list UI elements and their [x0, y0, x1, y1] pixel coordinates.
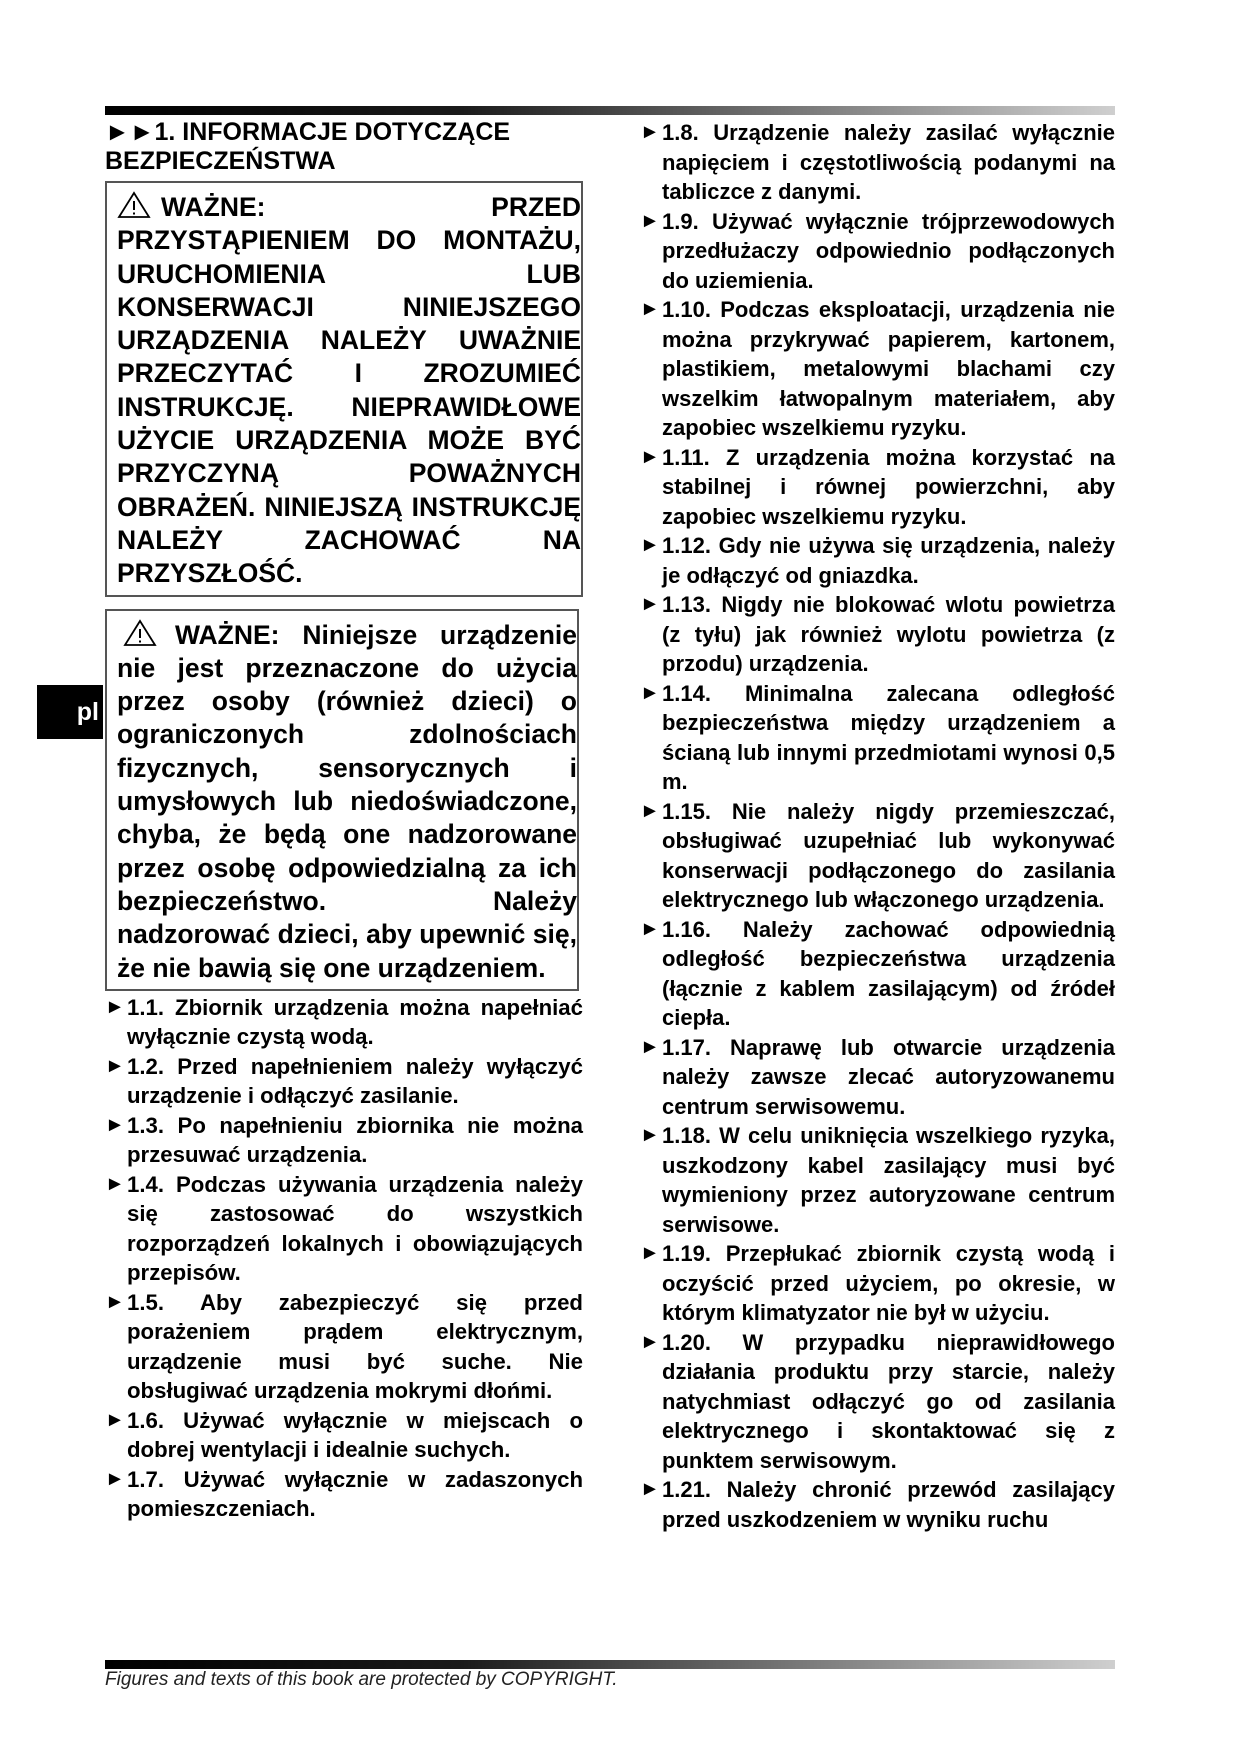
arrow-bullet-icon: ►	[640, 445, 660, 468]
left-column	[105, 118, 583, 1524]
safety-item: ► 1.9. Używać wyłącznie trójprzewodowych przedłużaczy odpowiednio podłączonych do uziemienia.	[640, 208, 1115, 293]
safety-item: ► 1.14. Minimalna zalecana odległość bezpieczeństwa między urządzeniem a ścianą lub innymi przedmiotami wynosi 0,5 m.	[640, 680, 1115, 794]
safety-item: ► 1.13. Nigdy nie blokować wlotu powietrza (z tyłu) jak również wylotu powietrza (z przodu) urządzenia.	[640, 592, 1115, 676]
arrow-bullet-icon: ►	[640, 593, 660, 615]
safety-item: ► 1.21. Należy chronić przewód zasilający przed uszkodzeniem w wyniku ruchu	[640, 1477, 1115, 1532]
safety-item: ► 1.19. Przepłukać zbiornik czystą wodą i oczyścić przed użyciem, po okresie, w którym klimatyzator nie był w użyciu.	[640, 1241, 1115, 1325]
warning-box-installation	[105, 181, 583, 597]
warning2-text: nie jest przeznaczone do użycia przez osoby (również dzieci) o ograniczonych zdolnościach fizycznych, sensorycznych i umysłowych lub niedoświadczone, chyba, że będą one nadzorowane przez osobę odpowiedzialną za ich bezpieczeństwo. Należy nadzorować dzieci, aby upewnić się, że nie bawią się one urządzeniem.	[117, 652, 577, 983]
arrow-bullet-icon: ►	[105, 1408, 125, 1431]
safety-item: ► 1.17. Naprawę lub otwarcie urządzenia należy zawsze zlecać autoryzowanemu centrum serwisowemu.	[640, 1034, 1115, 1119]
arrow-bullet-icon: ►	[640, 1242, 660, 1264]
safety-item: ► 1.16. Należy zachować odpowiednią odległość bezpieczeństwa urządzenia (łącznie z kablem zasilającym) od źródeł ciepła.	[640, 916, 1115, 1030]
safety-list-left	[105, 993, 583, 1524]
safety-list-right	[640, 118, 1115, 1534]
arrow-bullet-icon: ►	[640, 681, 660, 704]
safety-item: ► 1.5. Aby zabezpieczyć się przed porażeniem prądem elektrycznym, urządzenie musi być suche. Nie obsługiwać urządzenia mokrymi dłońmi.	[105, 1289, 583, 1404]
right-column	[640, 118, 1115, 1534]
safety-item: ► 1.15. Nie należy nigdy przemieszczać, obsługiwać uzupełniać lub wykonywać konserwacji podłączonego do zasilania elektrycznego lub włączonego urządzenia.	[640, 798, 1115, 912]
arrow-bullet-icon: ►	[105, 1113, 125, 1136]
warning-triangle-icon	[117, 191, 151, 219]
safety-item: ► 1.2. Przed napełnieniem należy wyłączyć urządzenie i odłączyć zasilanie.	[105, 1053, 583, 1109]
safety-item: ► 1.12. Gdy nie używa się urządzenia, należy je odłączyć od gniazdka.	[640, 533, 1115, 588]
safety-item: ► 1.7. Używać wyłącznie w zadaszonych pomieszczeniach.	[105, 1466, 583, 1522]
safety-item: ► 1.8. Urządzenie należy zasilać wyłącznie napięciem i częstotliwością podanymi na tabliczce z danymi.	[640, 120, 1115, 204]
bottom-rule	[105, 1660, 1115, 1669]
arrow-bullet-icon: ►	[105, 1054, 125, 1077]
warning-triangle-icon	[123, 619, 157, 647]
safety-item: ► 1.3. Po napełnieniu zbiornika nie można przesuwać urządzenia.	[105, 1112, 583, 1168]
warning1-lead: WAŻNE: PRZED	[161, 192, 581, 222]
warning1-text: PRZYSTĄPIENIEM DO MONTAŻU, URUCHOMIENIA LUB KONSERWACJI NINIEJSZEGO URZĄDZENIA NALEŻY UWAŻNIE PRZECZYTAĆ I ZROZUMIEĆ INSTRUKCJĘ. NIEPRAWIDŁOWE UŻYCIE URZĄDZENIA MOŻE BYĆ PRZYCZYNĄ POWAŻNYCH OBRAŻEŃ. NINIEJSZĄ INSTRUKCJĘ NALEŻY ZACHOWAĆ NA PRZYSZŁOŚĆ.	[117, 225, 581, 589]
warning2-lead: WAŻNE: Niniejsze urządzenie	[175, 619, 577, 650]
safety-item: ► 1.11. Z urządzenia można korzystać na stabilnej i równej powierzchni, aby zapobiec wszelkiemu ryzyku.	[640, 444, 1115, 529]
arrow-bullet-icon: ►	[640, 1035, 660, 1058]
arrow-bullet-icon: ►	[640, 917, 660, 940]
arrow-bullet-icon: ►	[640, 1124, 660, 1146]
arrow-bullet-icon: ►	[640, 534, 660, 556]
arrow-bullet-icon: ►	[640, 209, 660, 232]
language-tab: pl	[37, 685, 103, 739]
safety-item: ► 1.10. Podczas eksploatacji, urządzenia nie można przykrywać papierem, kartonem, plastikiem, metalowymi blachami czy wszelkim łatwopalnym materiałem, aby zapobiec wszelkiemu ryzyku.	[640, 297, 1115, 440]
arrow-bullet-icon: ►	[640, 1330, 660, 1353]
safety-item: ► 1.18. W celu uniknięcia wszelkiego ryzyka, uszkodzony kabel zasilający musi być wymieniony przez autoryzowane centrum serwisowe.	[640, 1123, 1115, 1237]
arrow-bullet-icon: ►	[640, 1478, 660, 1500]
arrow-bullet-icon: ►	[105, 1290, 125, 1313]
arrow-bullet-icon: ►	[105, 995, 125, 1018]
safety-item: ► 1.6. Używać wyłącznie w miejscach o dobrej wentylacji i idealnie suchych.	[105, 1407, 583, 1463]
arrow-bullet-icon: ►	[640, 298, 660, 320]
copyright-footer: Figures and texts of this book are protected by COPYRIGHT.	[105, 1669, 618, 1690]
arrow-bullet-icon: ►	[640, 121, 660, 143]
arrow-bullet-icon: ►	[640, 799, 660, 822]
arrow-bullet-icon: ►	[105, 1467, 125, 1490]
arrow-bullet-icon: ►	[105, 1172, 125, 1195]
warning-box-supervision	[105, 609, 579, 991]
safety-item: ► 1.4. Podczas używania urządzenia należy się zastosować do wszystkich rozporządzeń lokalnych i obowiązujących przepisów.	[105, 1171, 583, 1286]
safety-item: ► 1.20. W przypadku nieprawidłowego działania produktu przy starcie, należy natychmiast odłączyć go od zasilania elektrycznego i skontaktować się z punktem serwisowym.	[640, 1329, 1115, 1473]
safety-item: ► 1.1. Zbiornik urządzenia można napełniać wyłącznie czystą wodą.	[105, 994, 583, 1050]
section-title: ►►1. INFORMACJE DOTYCZĄCE BEZPIECZEŃSTWA	[105, 118, 511, 175]
top-rule	[105, 106, 1115, 115]
